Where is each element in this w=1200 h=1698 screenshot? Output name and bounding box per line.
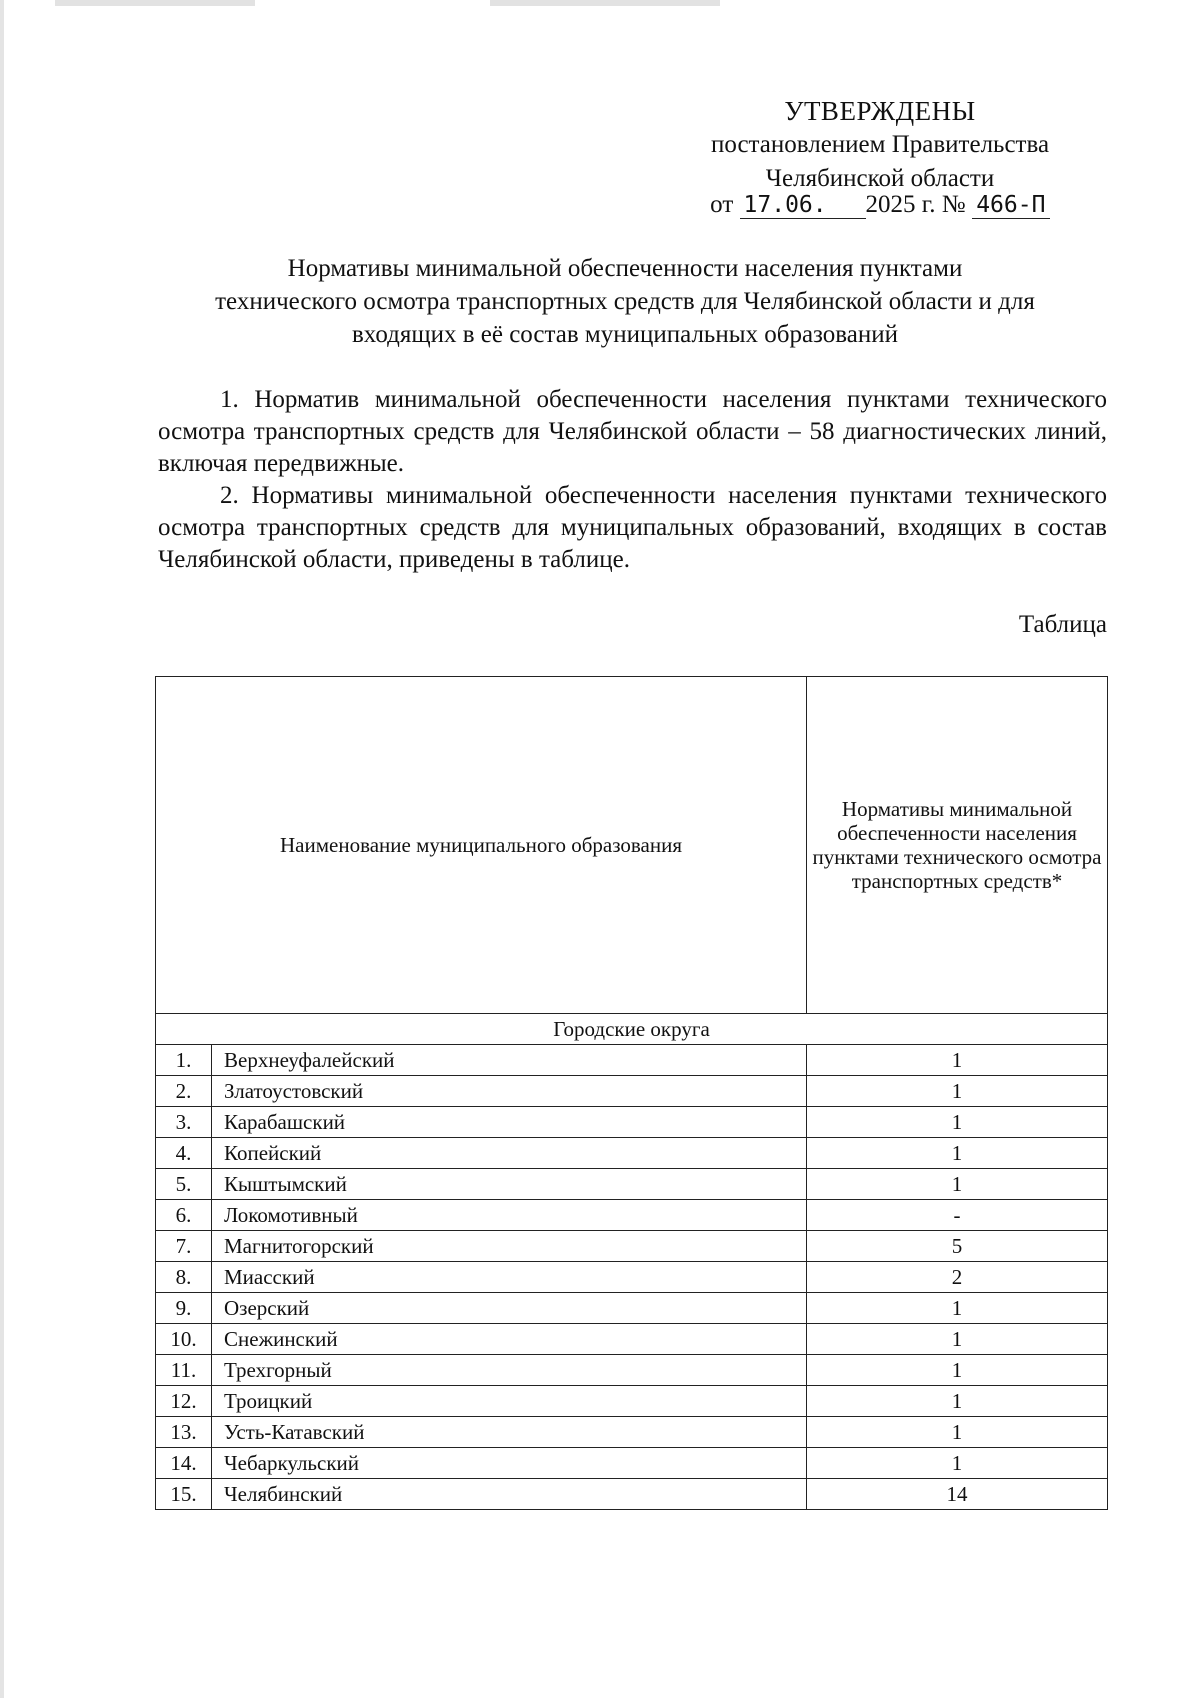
date-prefix: от — [710, 191, 734, 218]
row-value: 5 — [807, 1231, 1108, 1262]
row-name: Снежинский — [212, 1324, 807, 1355]
norms-table — [155, 676, 1108, 1510]
row-value: 1 — [807, 1107, 1108, 1138]
row-value: 14 — [807, 1479, 1108, 1510]
table-row — [156, 1355, 1108, 1386]
row-value: 1 — [807, 1386, 1108, 1417]
row-value: 1 — [807, 1417, 1108, 1448]
row-name: Локомотивный — [212, 1200, 807, 1231]
table-row — [156, 1386, 1108, 1417]
header-norm: Нормативы минимальной обеспеченности населения пунктами технического осмотра транспортных средств* — [807, 677, 1108, 1014]
table-row — [156, 1479, 1108, 1510]
row-value: 1 — [807, 1355, 1108, 1386]
table-row — [156, 1324, 1108, 1355]
row-number: 7. — [156, 1231, 212, 1262]
row-name: Усть-Катавский — [212, 1417, 807, 1448]
row-number: 14. — [156, 1448, 212, 1479]
row-number: 13. — [156, 1417, 212, 1448]
table-row — [156, 1138, 1108, 1169]
approval-line-1: постановлением Правительства — [710, 131, 1050, 158]
table-row — [156, 1169, 1108, 1200]
table-row — [156, 1200, 1108, 1231]
title-line: технического осмотра транспортных средств для Челябинской области и для — [215, 288, 1035, 315]
paragraph-2: 2. Нормативы минимальной обеспеченности населения пунктами технического осмотра транспортных средств для муниципальных образований, входящих в состав Челябинской области, приведены в таблице. — [158, 482, 1107, 573]
row-number: 11. — [156, 1355, 212, 1386]
table-row — [156, 1076, 1108, 1107]
row-value: 1 — [807, 1324, 1108, 1355]
header-name: Наименование муниципального образования — [156, 677, 807, 1014]
row-number: 3. — [156, 1107, 212, 1138]
row-value: 1 — [807, 1169, 1108, 1200]
doc-number: 466-П — [972, 192, 1050, 219]
row-name: Карабашский — [212, 1107, 807, 1138]
approval-date-line — [640, 188, 1120, 222]
row-number: 12. — [156, 1386, 212, 1417]
table-row — [156, 1293, 1108, 1324]
title-line: входящих в её состав муниципальных образований — [351, 321, 898, 348]
row-number: 15. — [156, 1479, 212, 1510]
approval-line-2: Челябинской области — [765, 165, 995, 192]
table-row — [156, 1262, 1108, 1293]
row-name: Озерский — [212, 1293, 807, 1324]
table-row — [156, 1107, 1108, 1138]
table-header-row — [156, 677, 1108, 1014]
scan-smudge — [490, 0, 720, 6]
row-value: 1 — [807, 1448, 1108, 1479]
row-number: 5. — [156, 1169, 212, 1200]
row-number: 4. — [156, 1138, 212, 1169]
row-number: 1. — [156, 1045, 212, 1076]
year-text: 2025 г. № — [865, 191, 966, 218]
table-row — [156, 1448, 1108, 1479]
row-name: Миасский — [212, 1262, 807, 1293]
paragraph-1: 1. Норматив минимальной обеспеченности населения пунктами технического осмотра транспортных средств для Челябинской области – 58 диагностических линий, включая передвижные. — [158, 386, 1107, 477]
row-name: Трехгорный — [212, 1355, 807, 1386]
row-number: 8. — [156, 1262, 212, 1293]
table-row — [156, 1231, 1108, 1262]
row-name: Чебаркульский — [212, 1448, 807, 1479]
section-title: Городские округа — [156, 1014, 1108, 1045]
document-title — [150, 252, 1100, 351]
table-body — [156, 1045, 1108, 1510]
approval-stamp — [640, 94, 1120, 196]
table-row — [156, 1045, 1108, 1076]
row-name: Копейский — [212, 1138, 807, 1169]
section-row — [156, 1014, 1108, 1045]
row-name: Златоустовский — [212, 1076, 807, 1107]
approval-title: УТВЕРЖДЕНЫ — [784, 96, 976, 126]
row-number: 2. — [156, 1076, 212, 1107]
row-number: 6. — [156, 1200, 212, 1231]
row-value: 2 — [807, 1262, 1108, 1293]
row-name: Магнитогорский — [212, 1231, 807, 1262]
row-number: 10. — [156, 1324, 212, 1355]
row-name: Троицкий — [212, 1386, 807, 1417]
title-line: Нормативы минимальной обеспеченности населения пунктами — [287, 255, 963, 282]
row-value: 1 — [807, 1076, 1108, 1107]
row-value: 1 — [807, 1138, 1108, 1169]
row-number: 9. — [156, 1293, 212, 1324]
row-value: - — [807, 1200, 1108, 1231]
row-name: Кыштымский — [212, 1169, 807, 1200]
row-value: 1 — [807, 1045, 1108, 1076]
date-value: 17.06. — [740, 192, 866, 219]
row-name: Верхнеуфалейский — [212, 1045, 807, 1076]
scan-edge — [0, 0, 4, 1698]
table-caption: Таблица — [1018, 611, 1107, 638]
row-value: 1 — [807, 1293, 1108, 1324]
row-name: Челябинский — [212, 1479, 807, 1510]
scan-smudge — [55, 0, 255, 6]
table-row — [156, 1417, 1108, 1448]
